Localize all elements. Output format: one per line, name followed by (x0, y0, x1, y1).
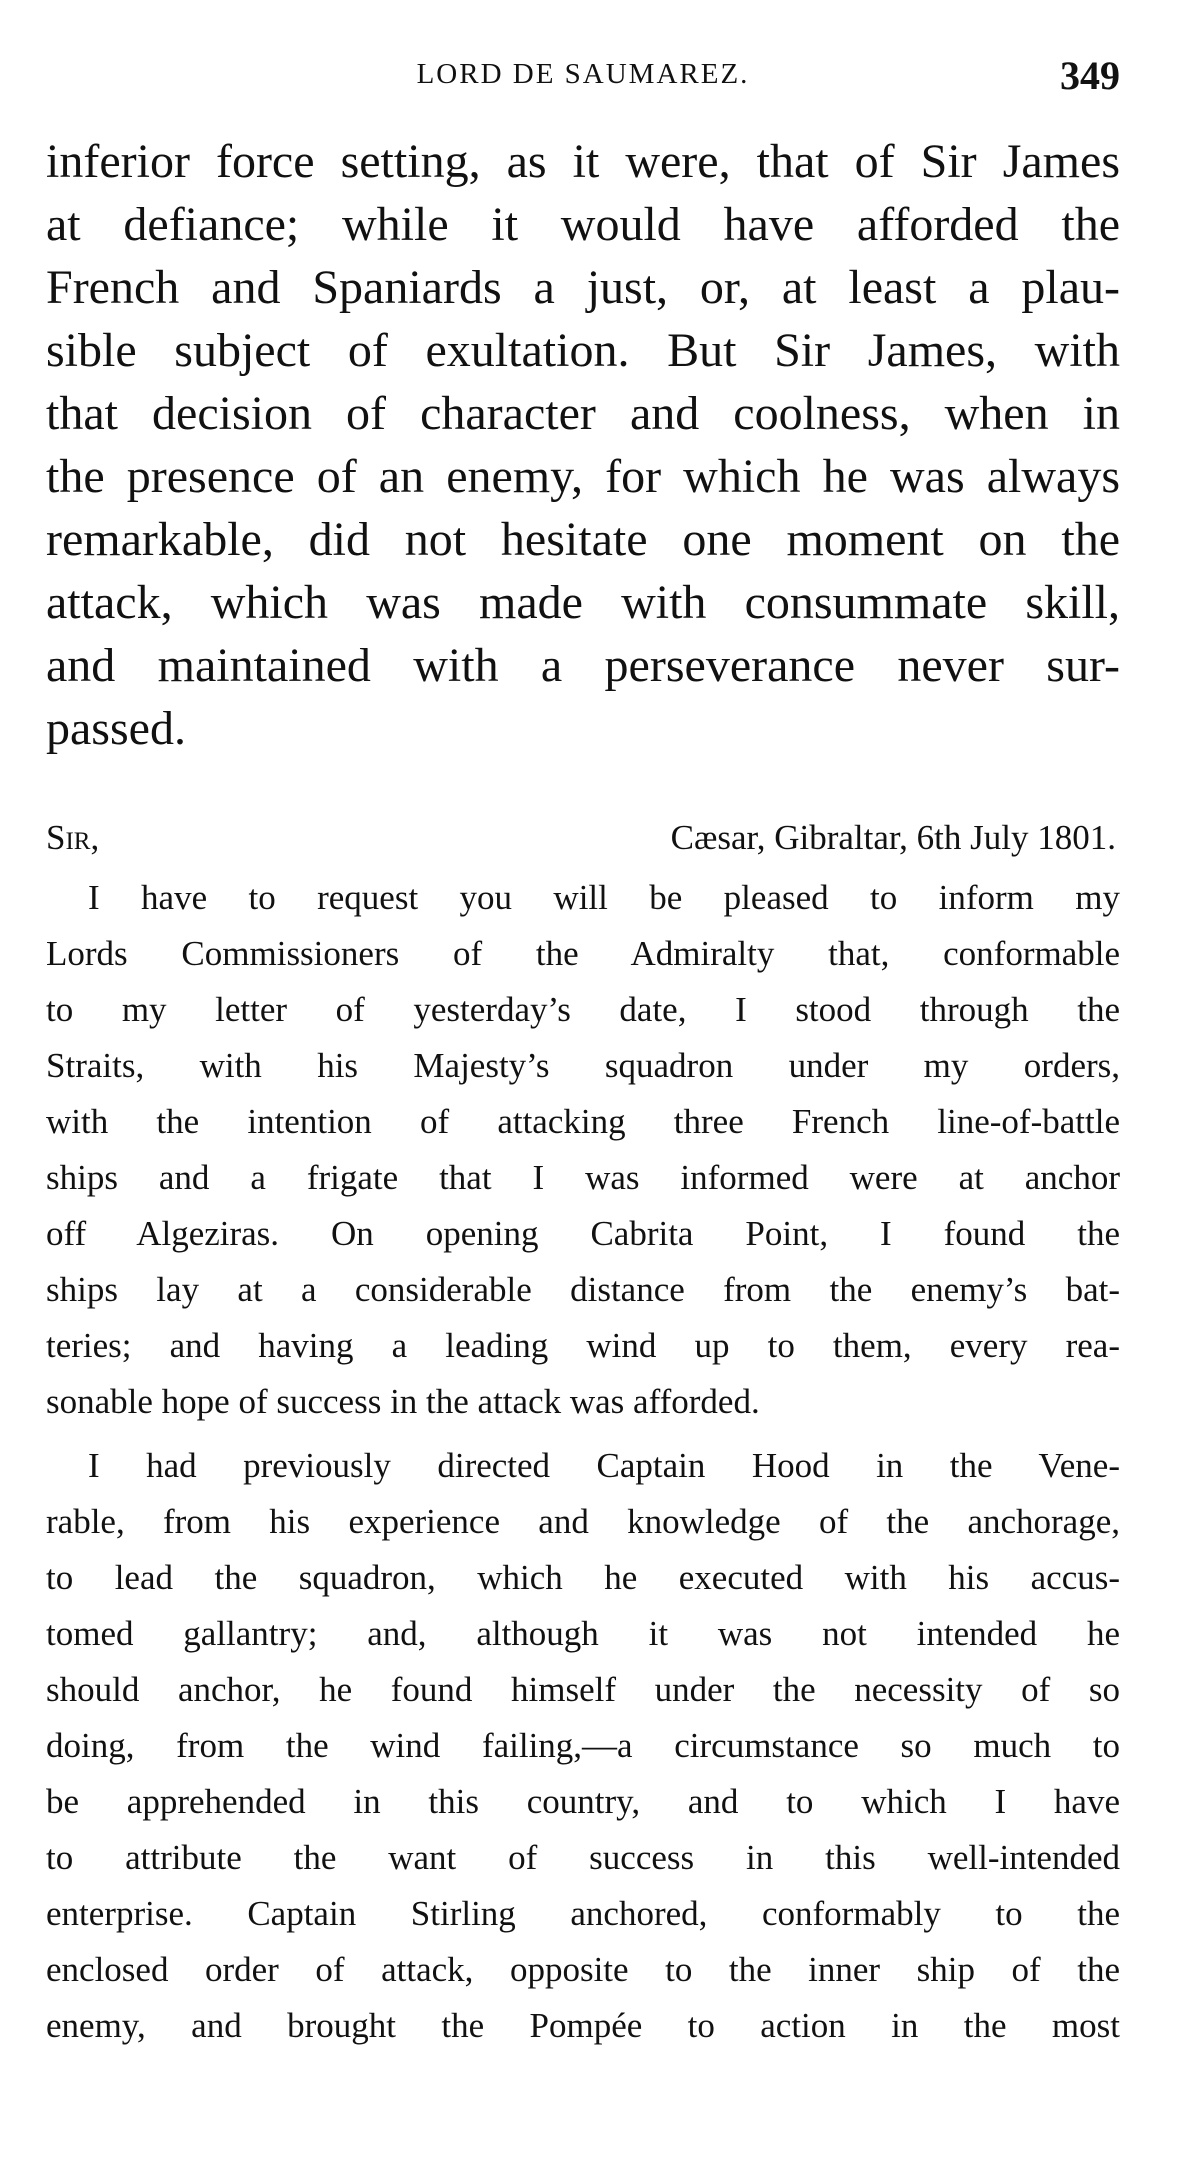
intro-line: and maintained with a perseverance never sur- (46, 639, 1120, 692)
letter-line: sonable hope of success in the attack was afforded. (46, 1382, 760, 1421)
dateline: Cæsar, Gibraltar, 6th July 1801. (670, 818, 1116, 857)
intro-line: sible subject of exultation. But Sir James, with (46, 324, 1120, 377)
letter-line: with the intention of attacking three French line-of-battle (46, 1102, 1120, 1141)
intro-line: at defiance; while it would have afforded the (46, 198, 1120, 251)
intro-paragraph (46, 130, 1120, 760)
letter-line: Lords Commissioners of the Admiralty that, conformable (46, 934, 1120, 973)
letter-line: enemy, and brought the Pompée to action in the most (46, 2006, 1120, 2045)
intro-line: attack, which was made with consummate skill, (46, 576, 1120, 629)
letter-line: should anchor, he found himself under the necessity of so (46, 1670, 1120, 1709)
letter-line: to attribute the want of success in this well-intended (46, 1838, 1120, 1877)
letter-line: ships lay at a considerable distance from the enemy’s bat- (46, 1270, 1120, 1309)
intro-line: remarkable, did not hesitate one moment on the (46, 513, 1120, 566)
letter-line: off Algeziras. On opening Cabrita Point, I found the (46, 1214, 1120, 1253)
page-number: 349 (1060, 53, 1120, 98)
intro-line: passed. (46, 702, 186, 755)
letter-line: I have to request you will be pleased to inform my (88, 878, 1120, 917)
paragraph-gap (46, 1430, 1120, 1438)
letter-line: enclosed order of attack, opposite to the inner ship of the (46, 1950, 1120, 1989)
letter-line: doing, from the wind failing,—a circumstance so much to (46, 1726, 1120, 1765)
letter-line: ships and a frigate that I was informed were at anchor (46, 1158, 1120, 1197)
intro-line: that decision of character and coolness, when in (46, 387, 1120, 440)
letter-line: Straits, with his Majesty’s squadron under my orders, (46, 1046, 1120, 1085)
letter-body (46, 870, 1120, 2054)
intro-line: inferior force setting, as it were, that of Sir James (46, 135, 1120, 188)
letter-line: I had previously directed Captain Hood in the Vene- (88, 1446, 1120, 1485)
intro-line: French and Spaniards a just, or, at least a plau- (46, 261, 1120, 314)
intro-line: the presence of an enemy, for which he was always (46, 450, 1120, 503)
letter-line: to my letter of yesterday’s date, I stood through the (46, 990, 1120, 1029)
letter-line: enterprise. Captain Stirling anchored, conformably to the (46, 1894, 1120, 1933)
letter-line: be apprehended in this country, and to which I have (46, 1782, 1120, 1821)
running-head (46, 48, 1120, 98)
letter-line: tomed gallantry; and, although it was not intended he (46, 1614, 1120, 1653)
letter-heading (46, 810, 1120, 866)
running-title: LORD DE SAUMAREZ. (416, 58, 750, 90)
letter-line: to lead the squadron, which he executed with his accus- (46, 1558, 1120, 1597)
letter-line: rable, from his experience and knowledge of the anchorage, (46, 1502, 1120, 1541)
letter-line: teries; and having a leading wind up to them, every rea- (46, 1326, 1120, 1365)
salutation: Sir, (46, 818, 100, 857)
